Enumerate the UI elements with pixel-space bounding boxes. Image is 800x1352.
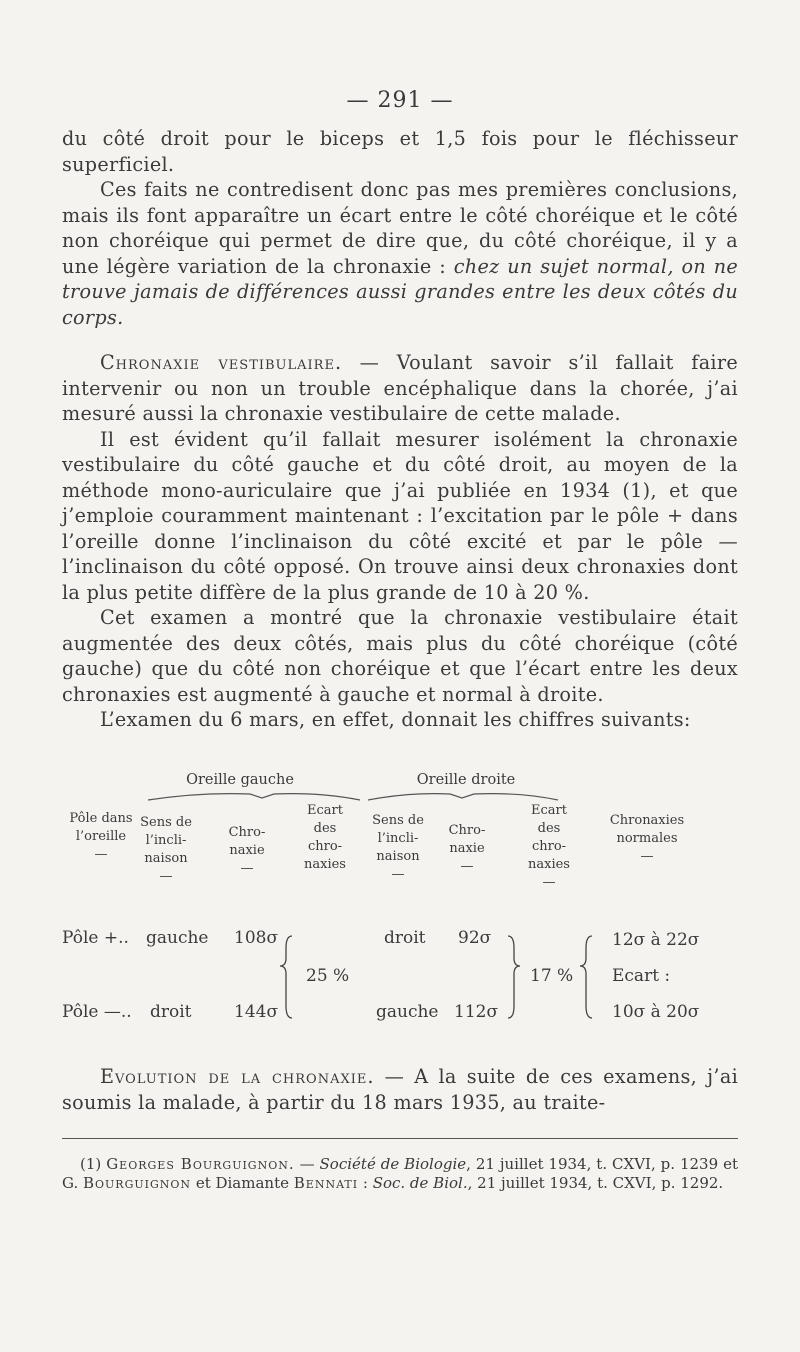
header-ecart-gauche: Ecart des chro- naxies [304,803,346,872]
header-chronaxie-gauche: Chro- naxie — [228,825,266,876]
footnote-divider [62,1138,738,1139]
paragraph-3: Chronaxie vestibulaire. — Voulant savoir s’il fallait faire intervenir ou non un trouble encéphalique dans la chorée, j’ai mesuré aussi la chronaxie vestibulaire de cette malade. [62,351,738,425]
header-chronaxie-droite: Chro- naxie — [448,823,486,874]
header-sens-gauche: Sens de l’incli- naison — [140,815,192,884]
row2-sens-gauche: droit [150,1002,192,1022]
row2-chronaxie-droite: 112σ [454,1002,499,1022]
paragraph-7: Evolution de la chronaxie. — A la suite de ces examens, j’ai soumis la malade, à partir du 18 mars 1935, au traite- [62,1065,739,1114]
paragraph-1: du côté droit pour le biceps et 1,5 fois pour le fléchisseur superficiel. [62,127,738,176]
footnote: (1) Georges Bourguignon. — Société de Biologie, 21 juillet 1934, t. CXVI, p. 1239 et G. Bourguignon et Diamante Bennati : Soc. de Biol., 21 juillet 1934, t. CXVI, p. 1292. [62,1155,738,1192]
section-heading-evolution: Evolution de la chronaxie. [100,1065,375,1088]
group-oreille-droite: Oreille droite [416,772,516,788]
brace-normales [580,936,592,1018]
brace-row-gauche [280,936,292,1018]
paragraph-4: Il est évident qu’il fallait mesurer isolément la chronaxie vestibulaire du côté gauche et du côté droit, au moyen de la méthode mono-auriculaire que j’ai publiée en 1934 (1), et que j’emploie couramment maintenant : l’excitation par le pôle + dans l’oreille donne l’inclinaison du côté excité et par le pôle — l’inclinaison du côté opposé. On trouve ainsi deux chronaxies dont la plus petite diffère de la plus grande de 10 à 20 %. [62,427,738,604]
row2-pole: Pôle —.. [62,1002,132,1022]
paragraph-5: Cet examen a montré que la chronaxie vestibulaire était augmentée des deux côtés, mais plus du côté choréique (côté gauche) que du côté non choréique et que l’écart entre les deux chronaxies est augmenté à gauche et normal à droite. [62,606,738,706]
row1-chronaxie-droite: 92σ [458,928,492,948]
emphasis-text: chez un sujet normal, on ne trouve jamais de différences aussi grandes entre les deux côtés du corps. [62,254,739,329]
section-heading-vestibulaire: Chronaxie vestibulaire. [100,351,343,374]
header-sens-droite: Sens de l’incli- naison — [372,813,424,882]
row1-pole: Pôle +.. [62,928,129,948]
row1-chronaxie-gauche: 108σ [234,928,279,948]
header-pole: Pôle dans l’oreille — [69,811,133,862]
paragraph-2: Ces faits ne contredisent donc pas mes premières conclusions, mais ils font apparaître un écart entre le côté choréique et le côté non choréique qui permet de dire que, du côté choréique, il y a une légère variation de la chronaxie : chez un sujet normal, on ne trouve jamais de différences aussi grandes entre les deux côtés du corps. [62,178,739,329]
header-chronaxies-normales: Chronaxies normales — [609,813,685,864]
paragraph-6: L’examen du 6 mars, en effet, donnait les chiffres suivants: [100,708,691,731]
row1-sens-gauche: gauche [146,928,209,948]
row2-sens-droite: gauche [376,1002,439,1022]
normales-range-1: 12σ à 22σ [612,930,700,950]
body-text-bottom [62,1064,738,1115]
normales-ecart-label: Ecart : [612,966,671,986]
row2-chronaxie-gauche: 144σ [234,1002,279,1022]
brace-row-droite [508,936,520,1018]
page-number: — 291 — [346,88,454,113]
normales-range-2: 10σ à 20σ [612,1002,700,1022]
row1-sens-droite: droit [384,928,426,948]
ecart-droite-value: 17 % [530,966,574,986]
ecart-gauche-value: 25 % [306,966,350,986]
header-ecart-droite: Ecart des chro- naxies — [528,803,570,890]
group-oreille-gauche: Oreille gauche [186,772,294,788]
